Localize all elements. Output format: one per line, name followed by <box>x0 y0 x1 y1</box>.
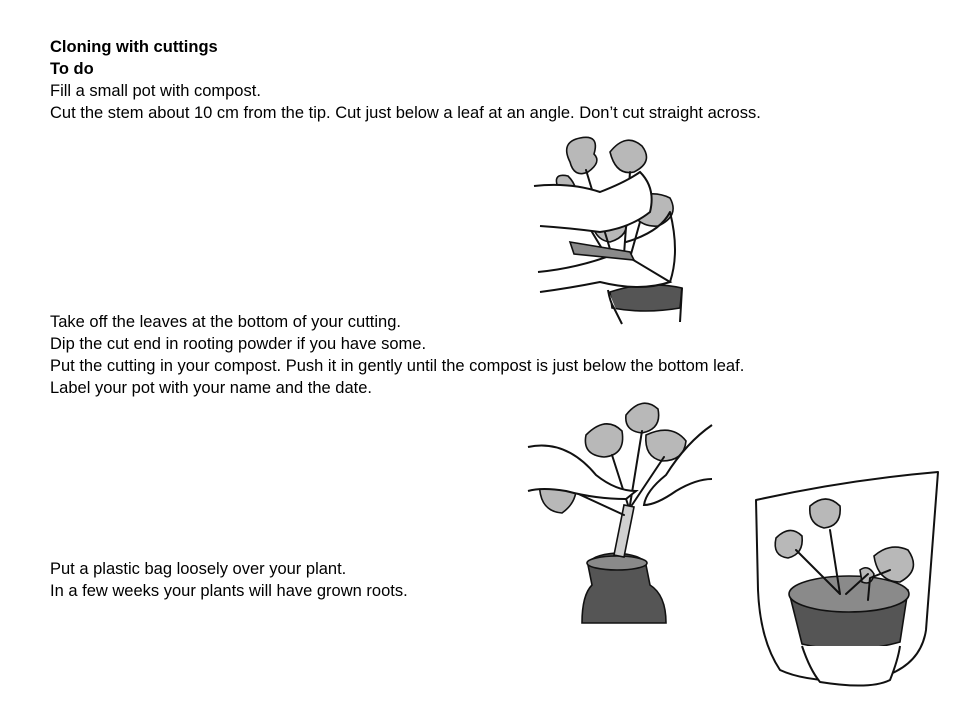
cutting-stem-illustration <box>530 132 690 324</box>
rooting-powder-illustration <box>526 395 716 623</box>
step-roots-grow: In a few weeks your plants will have grown roots. <box>50 582 408 600</box>
step-cut-stem: Cut the stem about 10 cm from the tip. Cut just below a leaf at an angle. Don’t cut straight across. <box>50 104 761 122</box>
step-rooting-powder: Dip the cut end in rooting powder if you have some. <box>50 335 427 353</box>
section-heading: To do <box>50 60 94 78</box>
page-title: Cloning with cuttings <box>50 38 218 56</box>
plastic-bag-illustration <box>750 470 942 692</box>
step-label-pot: Label your pot with your name and the date. <box>50 379 372 397</box>
step-plant-cutting: Put the cutting in your compost. Push it in gently until the compost is just below the bottom leaf. <box>50 357 745 375</box>
step-remove-leaves: Take off the leaves at the bottom of your cutting. <box>50 313 401 331</box>
step-plastic-bag: Put a plastic bag loosely over your plant. <box>50 560 347 578</box>
step-fill-pot: Fill a small pot with compost. <box>50 82 261 100</box>
